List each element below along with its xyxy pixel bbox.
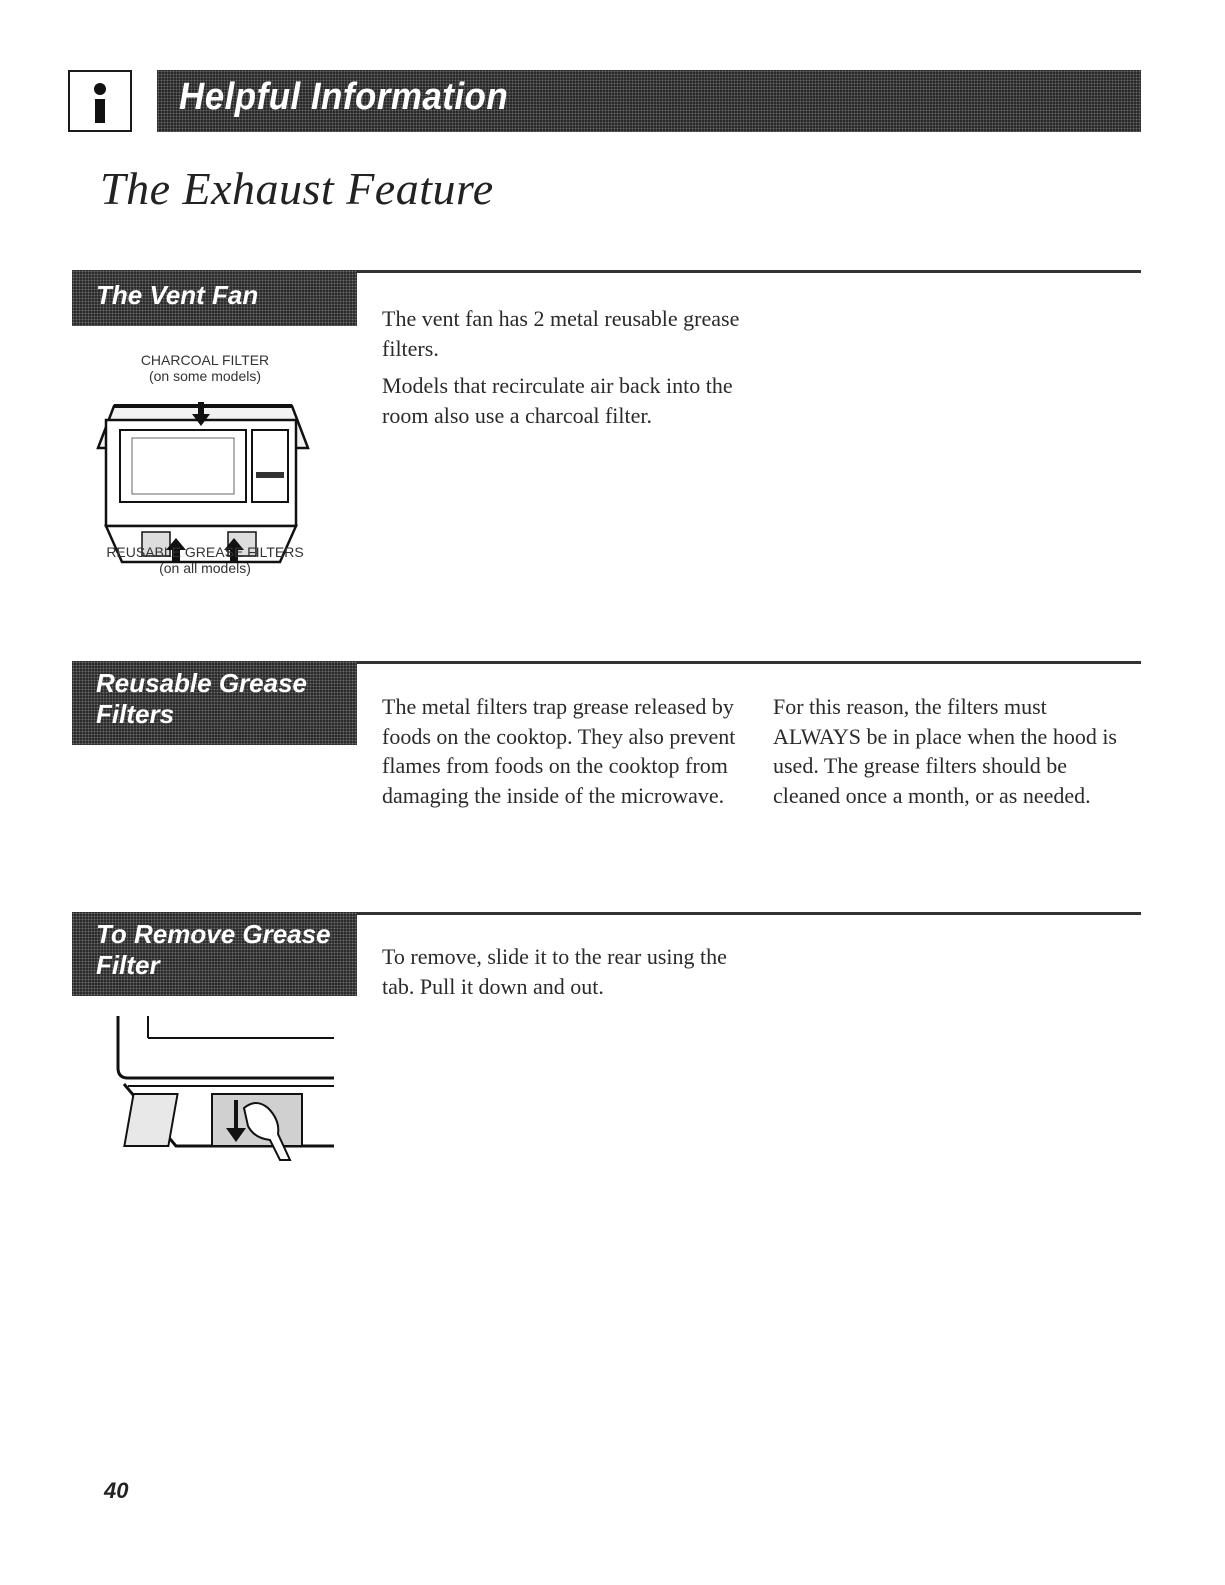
paragraph: Models that recirculate air back into the room also use a charcoal filter. xyxy=(382,373,733,428)
remove-filter-illustration xyxy=(84,1012,336,1162)
section-label-reusable-grease-filters xyxy=(72,661,357,745)
figure-caption: REUSABLE GREASE FILTERS xyxy=(106,544,304,560)
vent-fan-figure xyxy=(80,346,340,582)
grease-filters-col1: The metal filters trap grease released by foods on the cooktop. They also prevent flames from foods on the cooktop from damaging the inside of the microwave. xyxy=(382,694,736,808)
figure-caption: (on some models) xyxy=(148,368,262,384)
section-label-line: Filters xyxy=(96,699,175,729)
info-icon xyxy=(68,70,132,132)
paragraph: The vent fan has 2 metal reusable grease filters. xyxy=(382,306,740,361)
figure-caption: CHARCOAL FILTER xyxy=(140,352,270,368)
section-label-line: Filter xyxy=(96,950,160,980)
section-rule xyxy=(357,661,1141,664)
section-label-line: To Remove Grease xyxy=(96,919,331,949)
remove-filter-figure xyxy=(84,1012,336,1162)
grease-filters-col2: For this reason, the filters must ALWAYS be in place when the hood is used. The grease filters should be cleaned once a month, or as needed. xyxy=(773,694,1117,808)
page-number: 40 xyxy=(104,1478,129,1503)
section-header-title: Helpful Information xyxy=(179,76,509,118)
vent-fan-text xyxy=(382,304,742,438)
section-label-remove-grease-filter xyxy=(72,912,357,996)
section-label-vent-fan xyxy=(72,270,357,326)
section-header-bar xyxy=(157,70,1141,132)
page-title: The Exhaust Feature xyxy=(100,163,494,214)
figure-caption: (on all models) xyxy=(159,560,251,576)
section-rule xyxy=(357,270,1141,273)
section-label-text: The Vent Fan xyxy=(96,280,259,310)
section-label-line: Reusable Grease xyxy=(96,668,308,698)
section-rule xyxy=(357,912,1141,915)
remove-filter-text: To remove, slide it to the rear using the tab. Pull it down and out. xyxy=(382,944,727,999)
